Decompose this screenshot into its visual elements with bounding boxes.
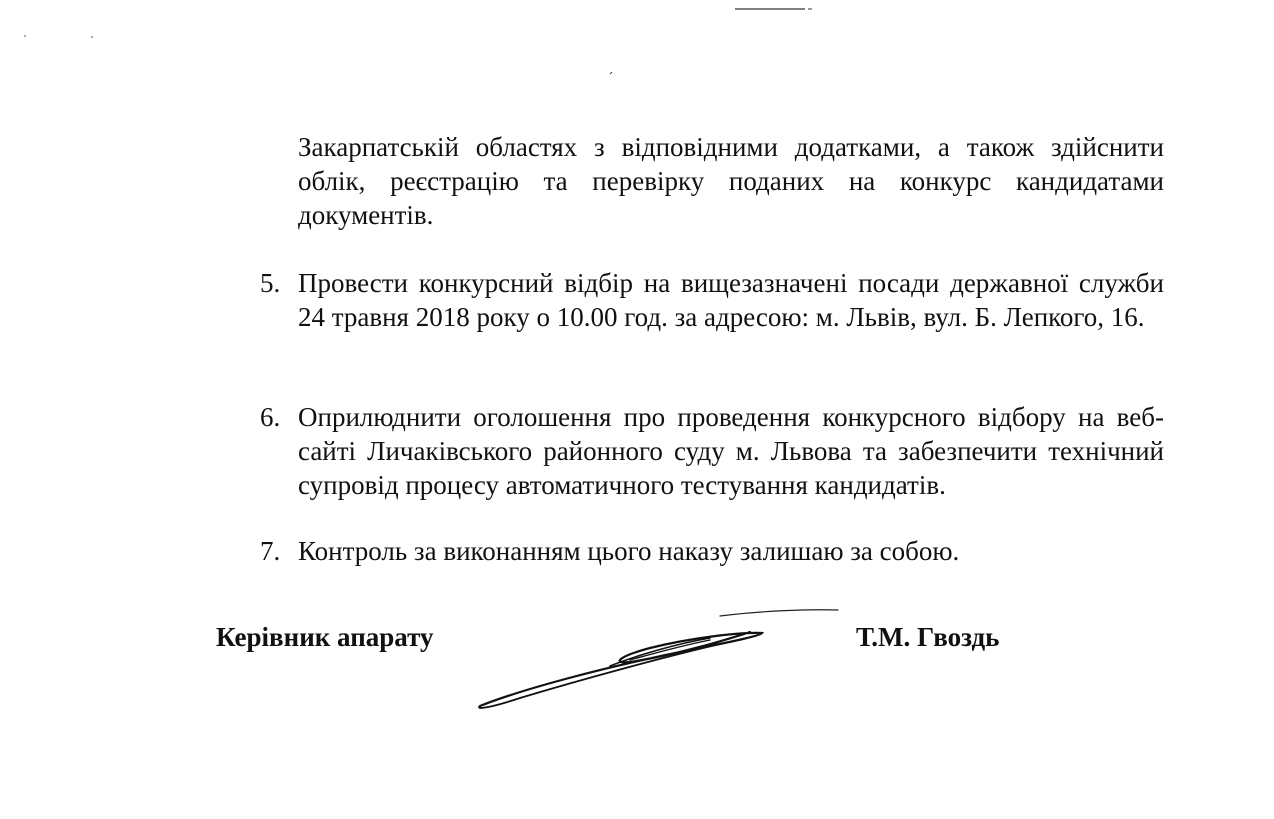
signatory-name: Т.М. Гвоздь: [856, 622, 1000, 652]
handwritten-signature: [460, 598, 850, 718]
item-text: Оприлюднити оголошення про проведення конкурсного відбору на веб-сайті Личаківського районного суду м. Львова та забезпечити технічний супровід процесу автоматичного тестування кандидатів.: [298, 402, 1164, 500]
scan-artifacts: [0, 0, 1274, 120]
continuation-paragraph: Закарпатській областях з відповідними додатками, а також здійснити облік, реєстрацію та перевірку поданих на конкурс кандидатами документів.: [298, 132, 1164, 230]
item-text: Провести конкурсний відбір на вищезазначені посади державної служби 24 травня 2018 року о 10.00 год. за адресою: м. Львів, вул. Б. Лепкого, 16.: [298, 268, 1164, 332]
item-number: 5.: [260, 268, 281, 298]
item-number: 7.: [260, 536, 281, 566]
signatory-title: Керівник апарату: [216, 622, 434, 652]
item-number: 6.: [260, 402, 281, 432]
item-text: Контроль за виконанням цього наказу залишаю за собою.: [298, 536, 960, 566]
